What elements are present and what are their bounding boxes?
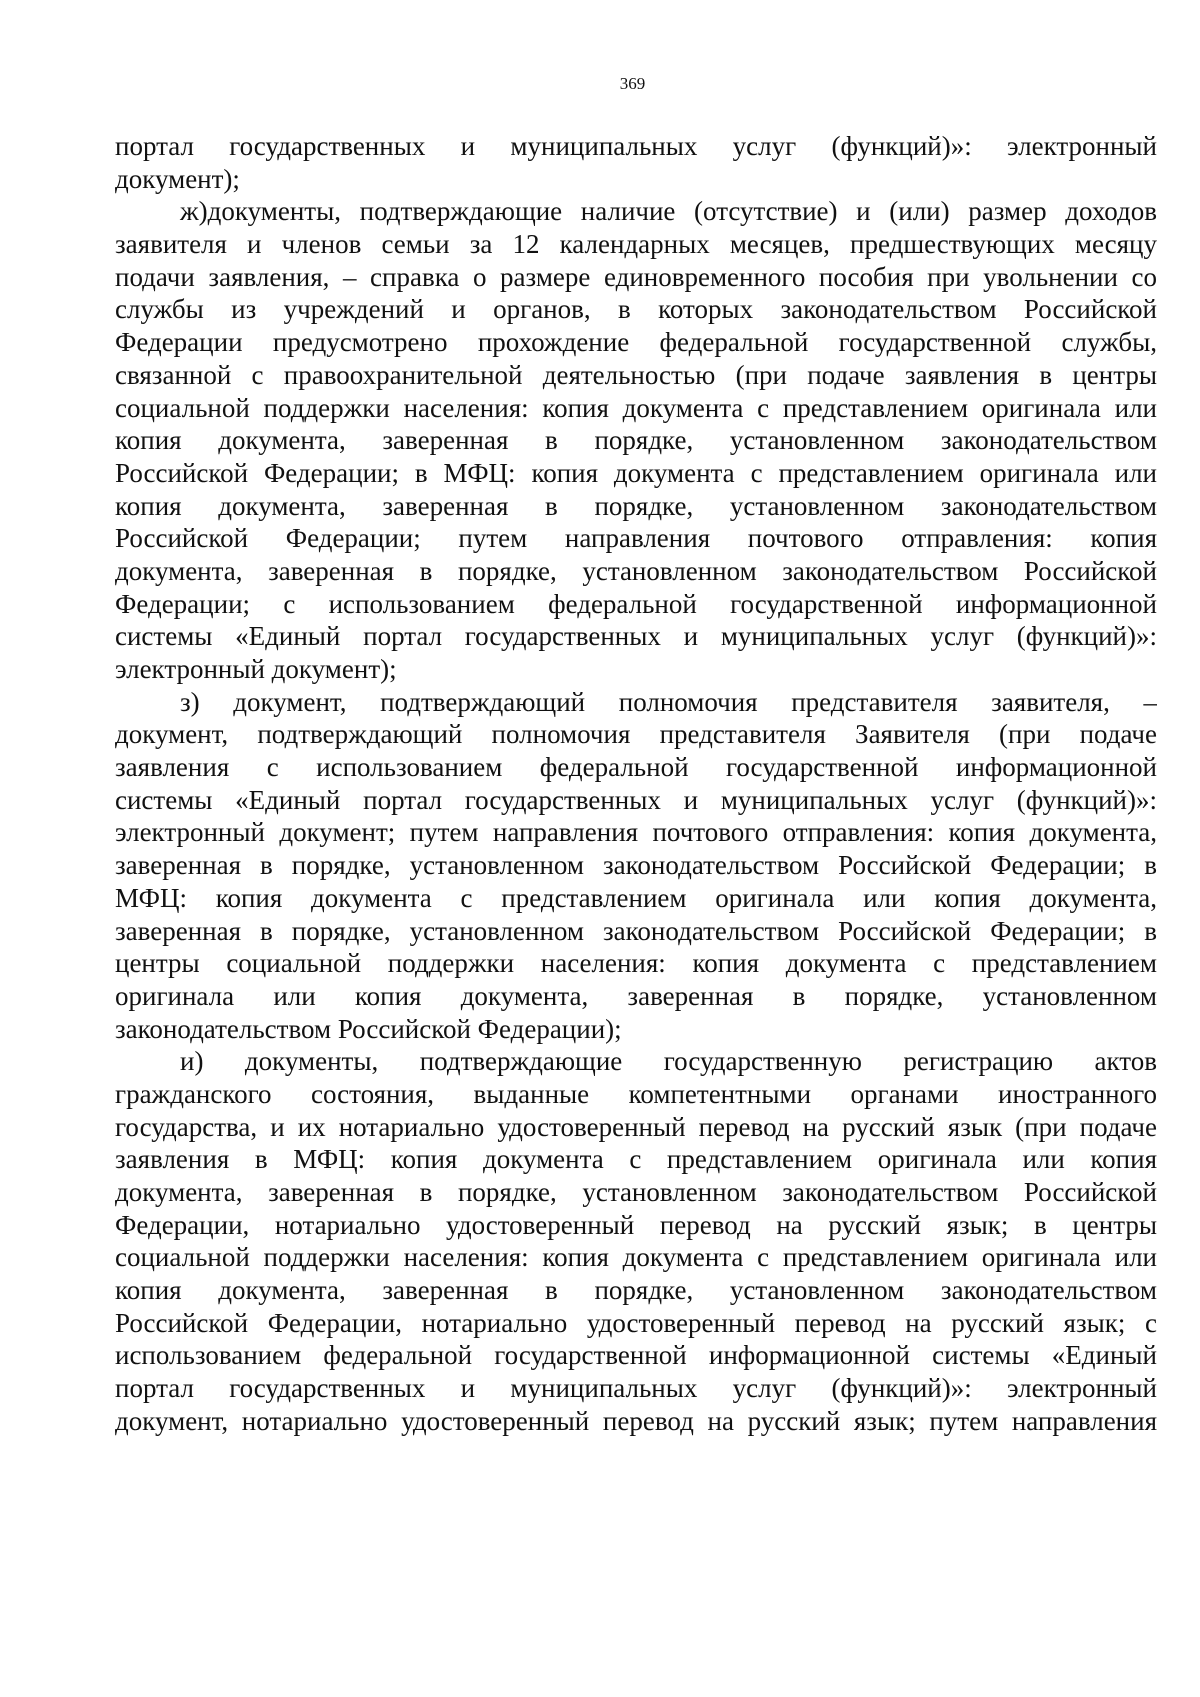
text-line: Российской Федерации, нотариально удостоверенный перевод на русский язык; с [115,1307,1157,1338]
text-line: копия документа, заверенная в порядке, установленном законодательством [115,490,1157,521]
text-line: электронный документ; путем направления почтового отправления: копия документа, [115,817,1157,848]
text-line: электронный документ); [115,654,397,684]
text-line: заверенная в порядке, установленном законодательством Российской Федерации; в [115,915,1157,946]
text-line: Российской Федерации; путем направления почтового отправления: копия [115,523,1157,554]
text-line: использованием федеральной государственной информационной системы «Единый [115,1340,1157,1371]
text-line: документ); [115,163,240,194]
text-line: законодательством Российской Федерации); [115,1013,622,1044]
text-line: документа, заверенная в порядке, установленном законодательством Российской [115,555,1157,586]
text-line: оригинала или копия документа, заверенная в порядке, установленном [115,980,1157,1011]
text-line: документа, заверенная в порядке, установленном законодательством Российской [115,1177,1157,1207]
text-line: заявления с использованием федеральной государственной информационной [115,752,1157,783]
text-line: МФЦ: копия документа с представлением оригинала или копия документа, [115,882,1157,913]
text-line: документ, нотариально удостоверенный перевод на русский язык; путем направления [115,1405,1157,1436]
text-line: заявителя и членов семьи за 12 календарных месяцев, предшествующих месяцу [115,229,1157,260]
text-line: з) документ, подтверждающий полномочия представителя заявителя, – [180,686,1157,717]
text-line: государства, и их нотариально удостоверенный перевод на русский язык (при подаче [115,1111,1157,1142]
text-line: подачи заявления, – справка о размере единовременного пособия при увольнении со [115,261,1157,292]
text-line: портал государственных и муниципальных услуг (функций)»: электронный [115,1373,1157,1404]
text-line: ж)документы, подтверждающие наличие (отсутствие) и (или) размер доходов [180,196,1157,227]
text-line: центры социальной поддержки населения: копия документа с представлением [115,948,1157,979]
text-line: гражданского состояния, выданные компетентными органами иностранного [115,1078,1157,1109]
text-line: социальной поддержки населения: копия документа с представлением оригинала или [115,392,1157,423]
text-line: заверенная в порядке, установленном законодательством Российской Федерации; в [115,850,1157,881]
text-line: системы «Единый портал государственных и муниципальных услуг (функций)»: [115,784,1157,815]
text-line: Федерации; с использованием федеральной государственной информационной [115,588,1157,619]
text-line: Федерации, нотариально удостоверенный перевод на русский язык; в центры [115,1209,1157,1240]
page-number: 369 [619,74,646,93]
text-line: документ, подтверждающий полномочия представителя Заявителя (при подаче [115,719,1157,750]
text-line: копия документа, заверенная в порядке, установленном законодательством [115,425,1157,456]
text-line: службы из учреждений и органов, в которых законодательством Российской [115,294,1157,325]
text-line: связанной с правоохранительной деятельностью (при подаче заявления в центры [115,359,1157,390]
text-line: портал государственных и муниципальных услуг (функций)»: электронный [115,131,1157,161]
text-line: системы «Единый портал государственных и муниципальных услуг (функций)»: [115,621,1157,652]
text-line: социальной поддержки населения: копия документа с представлением оригинала или [115,1242,1157,1273]
text-line: заявления в МФЦ: копия документа с представлением оригинала или копия [115,1144,1157,1175]
document-body [115,130,1157,1438]
text-line: Федерации предусмотрено прохождение федеральной государственной службы, [115,327,1157,358]
text-line: копия документа, заверенная в порядке, установленном законодательством [115,1275,1157,1306]
text-line: Российской Федерации; в МФЦ: копия документа с представлением оригинала или [115,457,1157,488]
text-line: и) документы, подтверждающие государственную регистрацию актов [180,1046,1157,1077]
